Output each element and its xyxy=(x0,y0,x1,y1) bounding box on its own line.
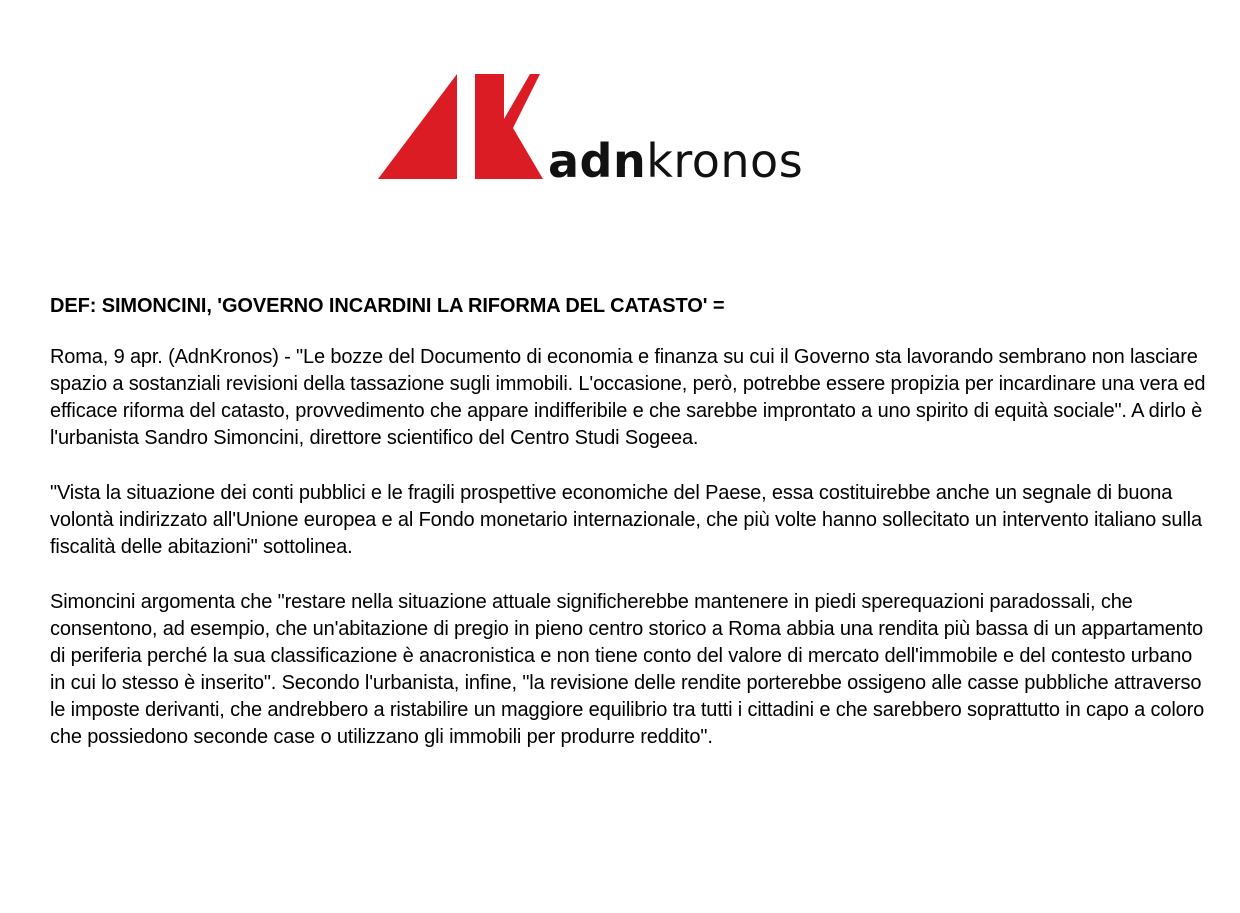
adnkronos-logo xyxy=(378,72,818,188)
article-body xyxy=(50,344,1210,779)
wordmark-kronos: kronos xyxy=(646,134,804,188)
adnkronos-ak-mark-icon xyxy=(378,72,548,182)
logo-left-triangle xyxy=(378,74,457,179)
wordmark-adn: adn xyxy=(548,134,647,188)
adnkronos-wordmark xyxy=(548,134,804,188)
article-paragraph-1: Roma, 9 apr. (AdnKronos) - "Le bozze del Documento di economia e finanza su cui il Governo sta lavorando sembrano non lasciare spazio a sostanziali revisioni della tassazione sugli immobili. L'occasione, però, potrebbe essere propizia per incardinare una vera ed efficace riforma del catasto, provvedimento che appare indifferibile e che sarebbe improntato a uno spirito di equità sociale". A dirlo è l'urbanista Sandro Simoncini, direttore scientifico del Centro Studi Sogeea. xyxy=(50,346,1206,449)
logo-right-k xyxy=(475,74,543,179)
article-paragraph-3: Simoncini argomenta che "restare nella situazione attuale significherebbe mantenere in piedi sperequazioni paradossali, che consentono, ad esempio, che un'abitazione di pregio in pieno centro storico a Roma abbia una rendita più bassa di un appartamento di periferia perché la sua classificazione è anacronistica e non tiene conto del valore di mercato dell'immobile e del contesto urbano in cui lo stesso è inserito". Secondo l'urbanista, infine, "la revisione delle rendite porterebbe ossigeno alle casse pubbliche attraverso le imposte derivanti, che andrebbero a ristabilire un maggiore equilibrio tra tutti i cittadini e che sarebbero soprattutto in capo a coloro che possiedono seconde case o utilizzano gli immobili per produrre reddito". xyxy=(50,591,1205,748)
article-paragraph-2: "Vista la situazione dei conti pubblici e le fragili prospettive economiche del Paese, essa costituirebbe anche un segnale di buona volontà indirizzato all'Unione europea e al Fondo monetario internazionale, che più volte hanno sollecitato un intervento italiano sulla fiscalità delle abitazioni" sottolinea. xyxy=(50,482,1202,558)
article-headline: DEF: SIMONCINI, 'GOVERNO INCARDINI LA RIFORMA DEL CATASTO' = xyxy=(50,295,725,317)
